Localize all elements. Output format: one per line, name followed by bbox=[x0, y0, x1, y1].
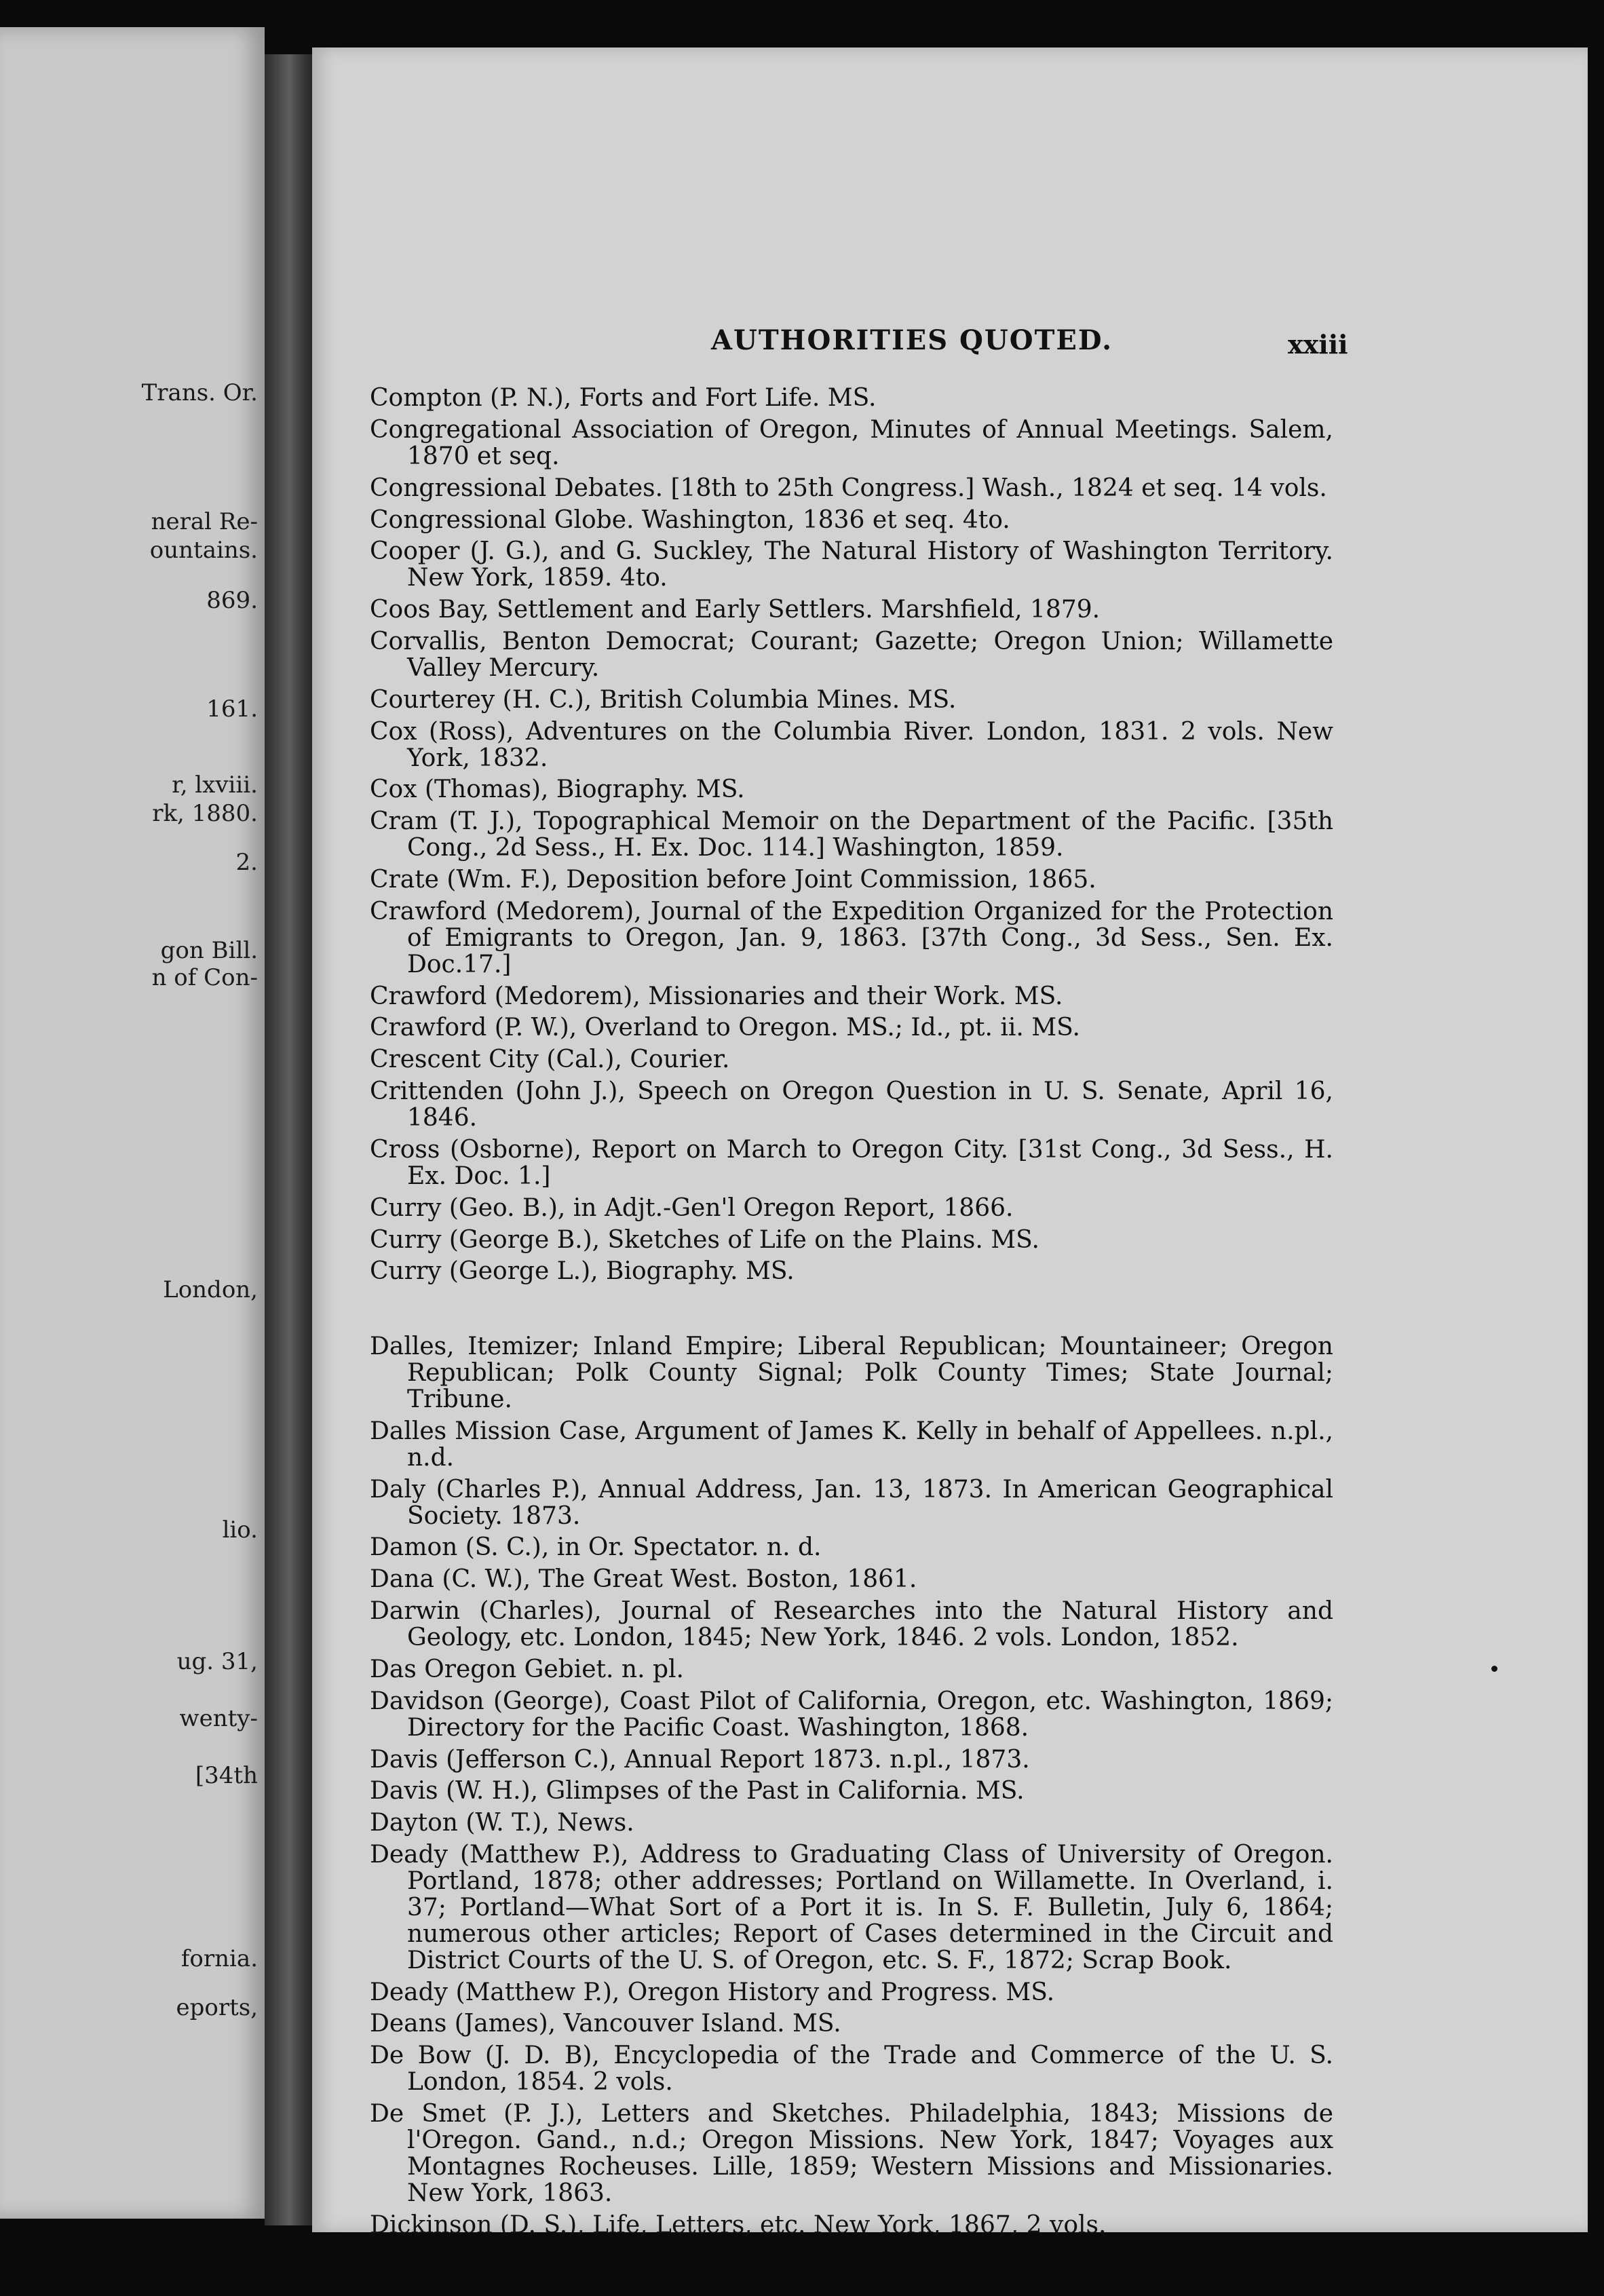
bibliography-entry: Deady (Matthew P.), Oregon History and Progress. MS. bbox=[370, 1978, 1055, 2006]
bibliography-entry: Davis (Jefferson C.), Annual Report 1873. n.pl., 1873. bbox=[370, 1745, 1030, 1774]
bibliography-entry: Congressional Globe. Washington, 1836 et seq. 4to. bbox=[370, 505, 1010, 534]
page-number: xxiii bbox=[1288, 329, 1348, 360]
bibliography-entry: Deans (James), Vancouver Island. MS. bbox=[370, 2010, 841, 2038]
left-page-fragment: 869. bbox=[206, 587, 258, 614]
bibliography-entry: Cross (Osborne), Report on March to Oregon City. [31st Cong., 3d Sess., H. Ex. Doc. 1.] bbox=[370, 1135, 1333, 1190]
bibliography-entry: De Smet (P. J.), Letters and Sketches. Philadelphia, 1843; Missions de l'Oregon. Gand., n.d.; Oregon Missions. New York, 1847; Voyages aux Montagnes Rocheuses. Lille, 1859; Western Missions and Missionaries. New York, 1863. bbox=[370, 2100, 1333, 2207]
left-page-fragment: ug. 31, bbox=[176, 1648, 258, 1675]
ink-speck bbox=[1491, 1666, 1497, 1672]
bibliography-entry: Deady (Matthew P.), Address to Graduating Class of University of Oregon. Portland, 1878; other addresses; Portland on Willamette. In Overland, i. 37; Portland—What Sort of a Port it is. In S. F. Bulletin, July 6, 1864; numerous other articles; Report of Cases determined in the Circuit and District Courts of the U. S. of Oregon, etc. S. F., 1872; Scrap Book. bbox=[370, 1841, 1333, 1974]
bibliography-entry: Crawford (P. W.), Overland to Oregon. MS.; Id., pt. ii. MS. bbox=[370, 1014, 1080, 1042]
bibliography-entry: Darwin (Charles), Journal of Researches into the Natural History and Geology, etc. London, 1845; New York, 1846. 2 vols. London, 1852. bbox=[370, 1597, 1333, 1651]
running-head: AUTHORITIES QUOTED. bbox=[711, 324, 1113, 356]
bibliography-entry: Davidson (George), Coast Pilot of California, Oregon, etc. Washington, 1869; Directory for the Pacific Coast. Washington, 1868. bbox=[370, 1687, 1333, 1742]
left-page-fragment: rk, 1880. bbox=[152, 800, 258, 827]
bibliography-entry: Cox (Thomas), Biography. MS. bbox=[370, 776, 745, 804]
bibliography-entry: Curry (Geo. B.), in Adjt.-Gen'l Oregon Report, 1866. bbox=[370, 1193, 1014, 1222]
bibliography-entry: De Bow (J. D. B), Encyclopedia of the Trade and Commerce of the U. S. London, 1854. 2 vols. bbox=[370, 2042, 1333, 2097]
bibliography-entry: Compton (P. N.), Forts and Fort Life. MS. bbox=[370, 384, 877, 412]
bibliography-entry: Courterey (H. C.), British Columbia Mines. MS. bbox=[370, 685, 957, 714]
left-page-fragment: fornia. bbox=[180, 1945, 258, 1972]
bibliography-entry: Crawford (Medorem), Missionaries and their Work. MS. bbox=[370, 982, 1063, 1010]
bibliography-entry: Corvallis, Benton Democrat; Courant; Gazette; Oregon Union; Willamette Valley Mercury. bbox=[370, 628, 1333, 682]
bibliography-entry: Dickinson (D. S.), Life, Letters, etc. New York, 1867, 2 vols. bbox=[370, 2211, 1107, 2239]
bibliography-entry: Damon (S. C.), in Or. Spectator. n. d. bbox=[370, 1533, 822, 1562]
bibliography-entry: Congressional Debates. [18th to 25th Congress.] Wash., 1824 et seq. 14 vols. bbox=[370, 474, 1327, 502]
left-page-fragment: neral Re- bbox=[151, 508, 258, 535]
bibliography-list bbox=[370, 385, 1333, 2244]
left-page-fragment: 161. bbox=[206, 695, 258, 723]
bibliography-entry: Congregational Association of Oregon, Minutes of Annual Meetings. Salem, 1870 et seq. bbox=[370, 415, 1333, 470]
bibliography-entry: Cox (Ross), Adventures on the Columbia River. London, 1831. 2 vols. New York, 1832. bbox=[370, 717, 1333, 772]
left-page bbox=[0, 27, 265, 2219]
bibliography-entry: Dana (C. W.), The Great West. Boston, 1861. bbox=[370, 1565, 917, 1594]
bibliography-entry: Cooper (J. G.), and G. Suckley, The Natural History of Washington Territory. New York, 1859. 4to. bbox=[370, 537, 1333, 592]
left-page-fragment: n of Con- bbox=[151, 964, 258, 991]
left-page-fragment: r, lxviii. bbox=[172, 771, 258, 799]
bibliography-entry: Coos Bay, Settlement and Early Settlers. Marshfield, 1879. bbox=[370, 596, 1101, 624]
left-page-fragment: gon Bill. bbox=[160, 937, 258, 964]
bibliography-entry: Dayton (W. T.), News. bbox=[370, 1809, 634, 1837]
left-page-fragment: London, bbox=[163, 1276, 258, 1303]
bibliography-entry: Crate (Wm. F.), Deposition before Joint Commission, 1865. bbox=[370, 866, 1096, 894]
bibliography-entry: Dalles, Itemizer; Inland Empire; Liberal Republican; Mountaineer; Oregon Republican; Polk County Signal; Polk County Times; State Journal; Tribune. bbox=[370, 1333, 1333, 1413]
left-page-fragment: wenty- bbox=[179, 1705, 258, 1732]
bibliography-entry: Das Oregon Gebiet. n. pl. bbox=[370, 1655, 684, 1683]
bibliography-entry: Crawford (Medorem), Journal of the Expedition Organized for the Protection of Emigrants to Oregon, Jan. 9, 1863. [37th Cong., 3d Sess., Sen. Ex. Doc.17.] bbox=[370, 897, 1333, 978]
bibliography-entry: Crittenden (John J.), Speech on Oregon Question in U. S. Senate, April 16, 1846. bbox=[370, 1077, 1333, 1132]
bibliography-entry: Dalles Mission Case, Argument of James K. Kelly in behalf of Appellees. n.pl., n.d. bbox=[370, 1417, 1333, 1472]
bibliography-entry: Daly (Charles P.), Annual Address, Jan. 13, 1873. In American Geographical Society. 1873. bbox=[370, 1475, 1333, 1530]
left-page-fragment: Trans. Or. bbox=[141, 379, 258, 406]
left-page-fragment: ountains. bbox=[149, 537, 258, 564]
bibliography-entry: Curry (George B.), Sketches of Life on the Plains. MS. bbox=[370, 1225, 1039, 1254]
bibliography-entry: Curry (George L.), Biography. MS. bbox=[370, 1257, 795, 1286]
left-page-fragment: lio. bbox=[222, 1516, 258, 1544]
book-spine bbox=[265, 54, 319, 2225]
left-page-fragment: [34th bbox=[195, 1762, 258, 1789]
bibliography-entry: Cram (T. J.), Topographical Memoir on the Department of the Pacific. [35th Cong., 2d Sess., H. Ex. Doc. 114.] Washington, 1859. bbox=[370, 807, 1333, 862]
left-page-fragment: eports, bbox=[176, 1994, 258, 2021]
bibliography-entry: Crescent City (Cal.), Courier. bbox=[370, 1046, 730, 1074]
left-page-fragment: 2. bbox=[235, 849, 258, 876]
bibliography-entry: Davis (W. H.), Glimpses of the Past in California. MS. bbox=[370, 1777, 1025, 1805]
